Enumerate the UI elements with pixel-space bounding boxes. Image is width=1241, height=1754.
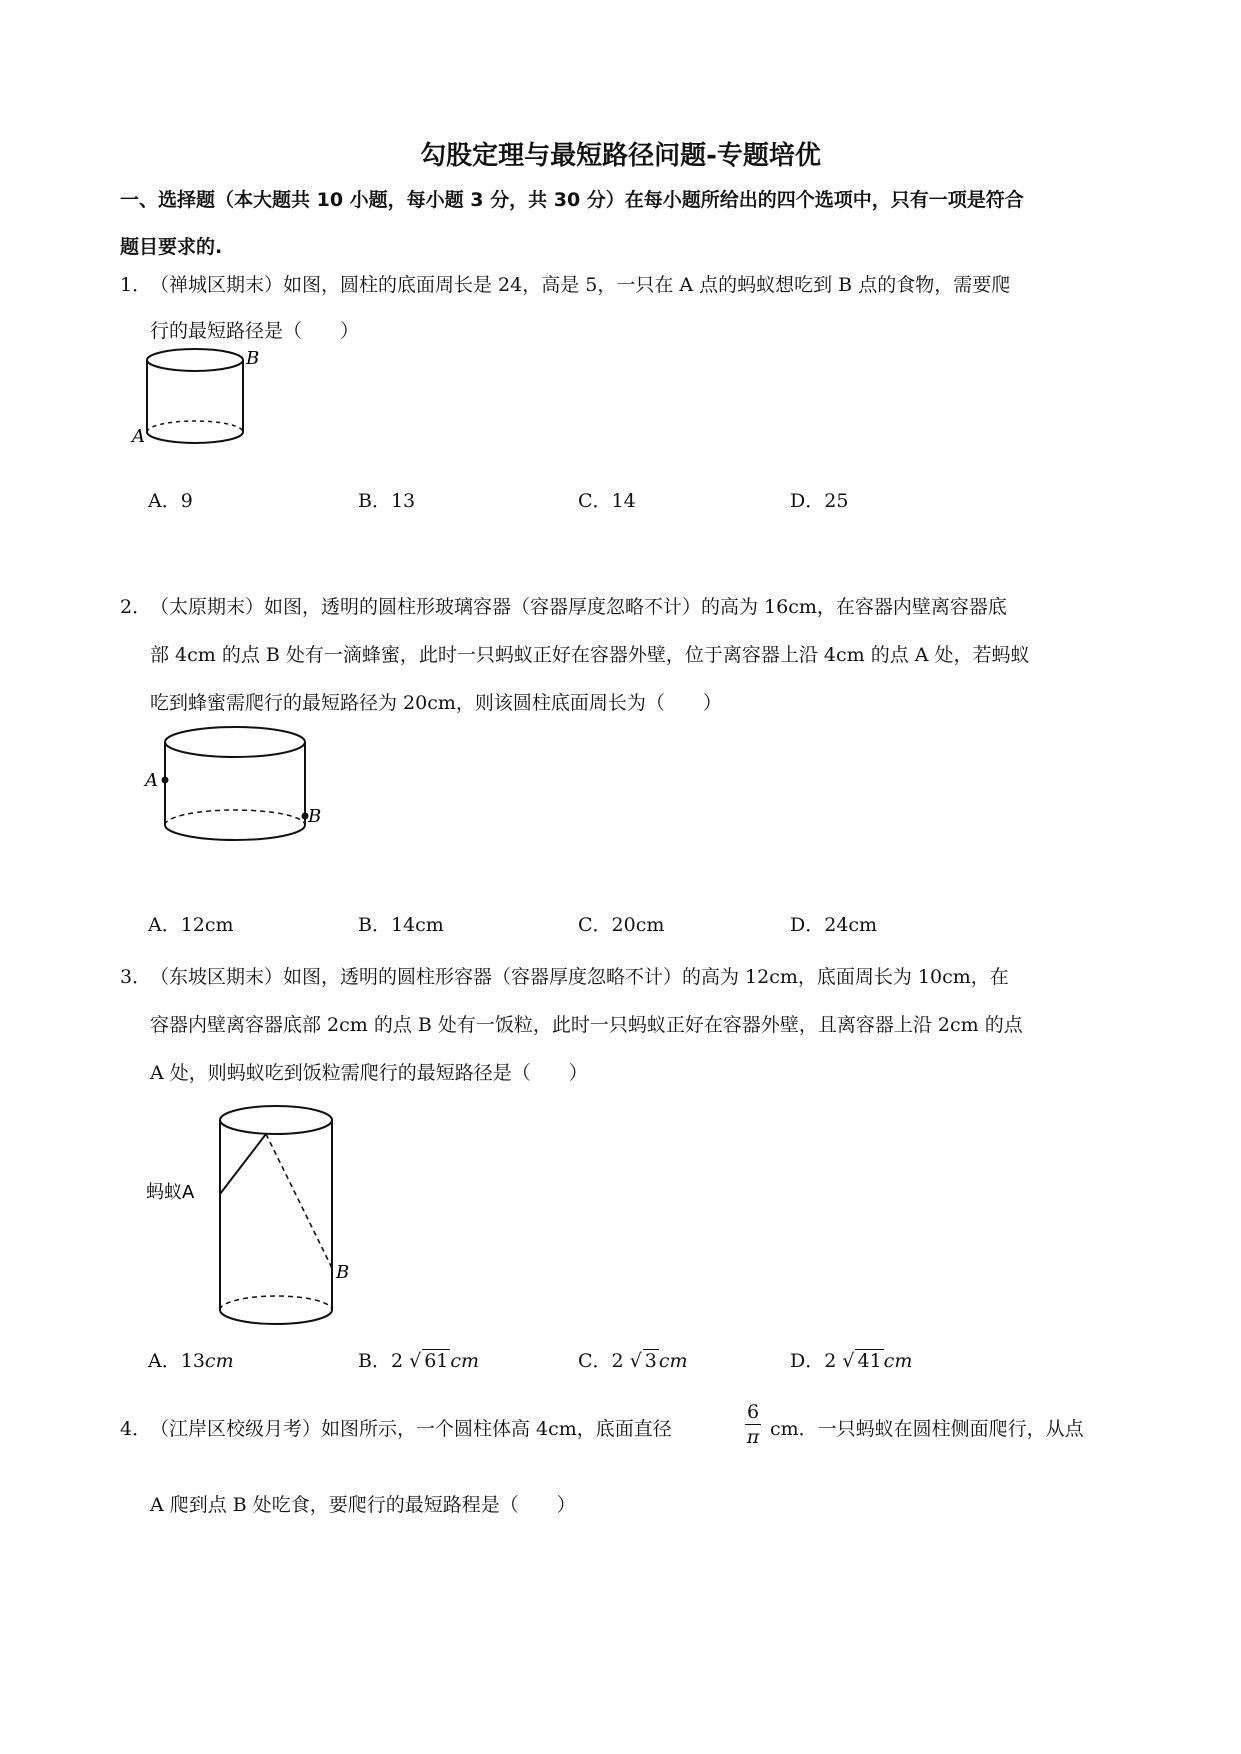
question-4-text-line-1-pre: （江岸区校级月考）如图所示，一个圆柱体高 4cm，底面直径	[150, 1418, 672, 1440]
figure-3-label-b: B	[336, 1262, 350, 1283]
fraction-numerator: 6	[747, 1401, 760, 1423]
question-2-text-line-1: （太原期末）如图，透明的圆柱形玻璃容器（容器厚度忽略不计）的高为 16cm，在容器内壁离容器底	[150, 596, 1007, 618]
question-4-text-line-2: A 爬到点 B 处吃食，要爬行的最短路程是（ ）	[150, 1494, 576, 1516]
figure-2-label-a: A	[145, 770, 158, 791]
question-3-number: 3．	[120, 966, 152, 988]
page-title: 勾股定理与最短路径问题-专题培优	[420, 141, 821, 171]
question-1-option-a: A．9	[148, 490, 193, 512]
figure-1-label-b: B	[246, 348, 260, 369]
question-3-option-c: C．2 √ 3 cm	[578, 1350, 688, 1372]
question-2-number: 2．	[120, 596, 152, 618]
fraction-denominator: π	[746, 1426, 760, 1448]
question-3-text-line-3: A 处，则蚂蚁吃到饭粒需爬行的最短路径是（ ）	[150, 1062, 588, 1084]
figure-1-label-a: A	[132, 426, 145, 447]
section-heading-line-1: 一、选择题（本大题共 10 小题，每小题 3 分，共 30 分）在每小题所给出的四个选项中，只有一项是符合	[120, 189, 1024, 211]
figure-2-label-b: B	[308, 806, 322, 827]
section-heading-line-2: 题目要求的.	[120, 236, 223, 258]
question-4-fraction	[745, 1400, 761, 1449]
question-2-text-line-2: 部 4cm 的点 B 处有一滴蜂蜜，此时一只蚂蚁正好在容器外壁，位于离容器上沿 4cm 的点 A 处，若蚂蚁	[150, 644, 1030, 666]
question-3-option-a: A．13cm	[148, 1350, 234, 1372]
question-1-text-line-2: 行的最短路径是（ ）	[150, 320, 360, 342]
question-2-option-a: A．12cm	[148, 914, 234, 936]
question-2-option-b: B．14cm	[358, 914, 444, 936]
question-3-text-line-2: 容器内壁离容器底部 2cm 的点 B 处有一饭粒，此时一只蚂蚁正好在容器外壁，且离容器上沿 2cm 的点	[150, 1014, 1023, 1036]
question-3-option-b: B．2 √ 61 cm	[358, 1350, 480, 1372]
figure-3-label-ant-a: 蚂蚁A	[146, 1182, 195, 1203]
question-4-text-line-1-post: cm．一只蚂蚁在圆柱侧面爬行，从点	[770, 1418, 1084, 1440]
question-2-option-c: C．20cm	[578, 914, 665, 936]
question-2-text-line-3: 吃到蜂蜜需爬行的最短路径为 20cm，则该圆柱底面周长为（ ）	[150, 692, 722, 714]
question-3-option-d: D．2 √ 41 cm	[790, 1350, 913, 1372]
question-1-option-d: D．25	[790, 490, 849, 512]
question-1-option-b: B．13	[358, 490, 416, 512]
question-3-cylinder-figure	[140, 1098, 360, 1334]
question-1-cylinder-figure	[132, 342, 280, 460]
question-1-option-c: C．14	[578, 490, 636, 512]
question-1-text-line-1: （禅城区期末）如图，圆柱的底面周长是 24，高是 5，一只在 A 点的蚂蚁想吃到 B 点的食物，需要爬	[150, 274, 1011, 296]
question-2-cylinder-figure	[140, 720, 320, 848]
question-4-number: 4．	[120, 1418, 152, 1440]
question-2-option-d: D．24cm	[790, 914, 878, 936]
question-1-number: 1．	[120, 274, 152, 296]
question-3-text-line-1: （东坡区期末）如图，透明的圆柱形容器（容器厚度忽略不计）的高为 12cm，底面周长为 10cm，在	[150, 966, 1009, 988]
